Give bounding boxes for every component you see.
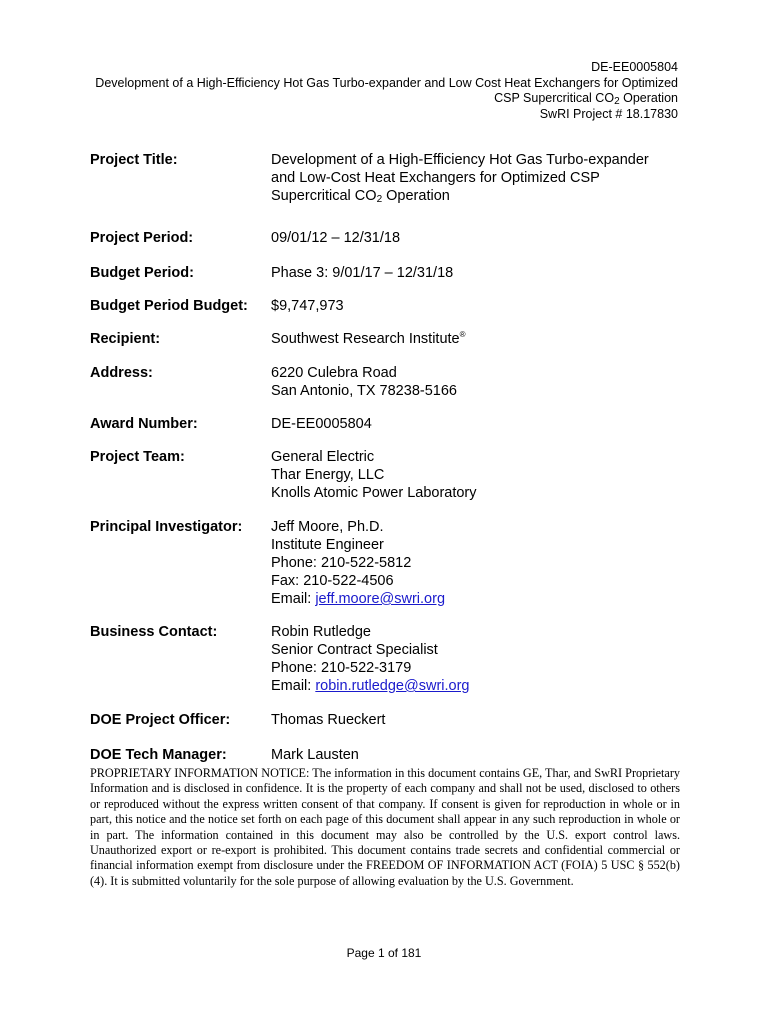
project-period-value: 09/01/12 – 12/31/18 — [271, 230, 401, 246]
budget-row — [90, 297, 690, 330]
address-value: 6220 Culebra Road San Antonio, TX 78238-5166 — [271, 365, 457, 399]
field-label: Project Team: — [90, 449, 185, 465]
recipient-row — [90, 330, 690, 364]
team-member: Knolls Atomic Power Laboratory — [271, 485, 477, 501]
proprietary-notice: PROPRIETARY INFORMATION NOTICE: The information in this document contains GE, Thar, and SwRI Proprietary Information and is disclosed in confidence. It is the property of each company and shall not be used, disclosed to others or reproduced without the express written consent of that company. If consent is given for reproduction in whole or in part, this notice and the notice set forth on each page of this document shall appear in any such reproduction in whole or in part. The information contained in this document may also be controlled by the U.S. export control laws. Unauthorized export or re-export is prohibited. This document contains trade secrets and confidential commercial or financial information exempt from disclosure under the FREEDOM OF INFORMATION ACT (FOIA) 5 USC § 552(b)(4). It is submitted voluntarily for the sole purpose of allowing evaluation by the U.S. Government. — [90, 766, 680, 888]
registered-mark: ® — [459, 330, 466, 339]
award-number-value: DE-EE0005804 — [271, 416, 372, 432]
project-team-row — [90, 448, 690, 518]
address-row — [90, 364, 690, 415]
field-label: Address: — [90, 365, 153, 381]
award-number-header: DE-EE0005804 — [591, 60, 678, 74]
field-label: Recipient: — [90, 331, 161, 347]
budget-period-row — [90, 264, 690, 297]
doe-project-officer-row — [90, 711, 690, 746]
field-label: DOE Project Officer: — [90, 712, 231, 728]
field-label: Budget Period Budget: — [90, 298, 248, 314]
team-member: General Electric — [271, 449, 375, 465]
field-label: Principal Investigator: — [90, 519, 243, 535]
business-contact-email-link[interactable]: robin.rutledge@swri.org — [315, 678, 470, 694]
award-number-row — [90, 415, 690, 448]
header-title-line: Development of a High-Efficiency Hot Gas Turbo-expander and Low Cost Heat Exchangers for Optimized — [95, 75, 678, 90]
project-period-row — [90, 229, 690, 264]
budget-value: $9,747,973 — [271, 298, 344, 314]
budget-period-value: Phase 3: 9/01/17 – 12/31/18 — [271, 265, 454, 281]
page-header — [38, 60, 678, 122]
field-label: DOE Tech Manager: — [90, 747, 227, 763]
field-label: Award Number: — [90, 416, 198, 432]
page-number: Page 1 of 181 — [346, 946, 422, 960]
doe-tech-manager-row — [90, 746, 690, 768]
field-label: Budget Period: — [90, 265, 194, 281]
doe-tech-manager-value: Mark Lausten — [271, 747, 359, 763]
project-title-value: Development of a High-Efficiency Hot Gas Turbo-expander and Low-Cost Heat Exchangers for Optimized CSP Supercritical $CO_2$ Operation — [271, 152, 649, 205]
principal-investigator-value: Jeff Moore, Ph.D. Institute Engineer Phone: 210-522-5812 Fax: 210-522-4506 Email: jeff.moore@swri.org — [271, 519, 446, 607]
business-contact-row — [90, 623, 690, 711]
swri-project-number: SwRI Project # 18.17830 — [539, 106, 678, 121]
project-team-value — [271, 448, 690, 502]
project-info — [90, 151, 690, 768]
header-title-line: CSP Supercritical $CO_2$ Operation — [494, 91, 678, 107]
field-label: Business Contact: — [90, 624, 218, 640]
principal-investigator-row — [90, 518, 690, 623]
pi-email-link[interactable]: jeff.moore@swri.org — [315, 591, 446, 607]
field-label: Project Title: — [90, 152, 178, 168]
project-title-row — [90, 151, 690, 229]
business-contact-value: Robin Rutledge Senior Contract Specialist Phone: 210-522-3179 Email: robin.rutledge@swri.org — [271, 624, 470, 694]
doe-project-officer-value: Thomas Rueckert — [271, 712, 386, 728]
recipient-value: Southwest Research Institute® — [271, 330, 466, 347]
field-label: Project Period: — [90, 230, 194, 246]
team-member: Thar Energy, LLC — [271, 467, 385, 483]
